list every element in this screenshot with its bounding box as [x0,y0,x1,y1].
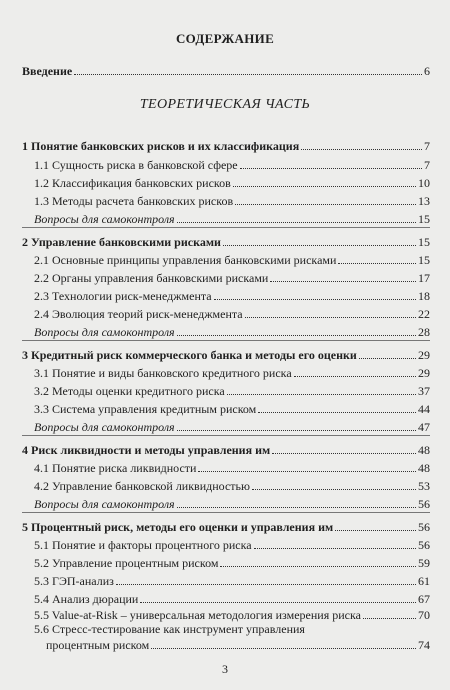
toc-entry[interactable] [34,364,430,380]
leader-dots [294,376,416,377]
toc-chapter[interactable] [22,441,430,457]
entry-title: 2.2 Органы управления банковскими рисками [34,271,269,285]
entry-page: 47 [418,420,430,434]
entry-page: 59 [418,556,430,570]
toc-entry[interactable] [34,156,430,172]
toc-entry-intro[interactable] [22,62,430,78]
entry-title: 3 Кредитный риск коммерческого банка и методы его оценки [22,348,357,362]
toc-entry[interactable] [34,382,430,398]
toc-entry[interactable] [34,590,430,606]
entry-title: 1.1 Сущность риска в банковской сфере [34,158,238,172]
leader-dots [233,186,416,187]
toc-entry-quiz[interactable] [34,210,430,226]
entry-title: 1.3 Методы расчета банковских рисков [34,194,234,208]
leader-dots [177,335,416,336]
entry-title: 3.1 Понятие и виды банковского кредитного риска [34,366,292,380]
entry-page: 56 [418,497,430,511]
toc-entry[interactable] [34,400,430,416]
entry-title: 2.3 Технологии риск-менеджмента [34,289,212,303]
leader-dots [116,584,416,585]
entry-page: 70 [418,608,430,622]
entry-title: процентным риском [46,638,150,652]
entry-title: 1.2 Классификация банковских рисков [34,176,231,190]
page-number: 3 [222,662,228,676]
entry-title: 5.2 Управление процентным риском [34,556,219,570]
entry-page: 67 [418,592,430,606]
toc-entry[interactable] [34,536,430,552]
leader-dots [270,281,416,282]
leader-dots [335,530,416,531]
leader-dots [177,222,416,223]
toc-heading: СОДЕРЖАНИЕ [175,31,275,46]
entry-page: 48 [418,461,430,475]
entry-page: 56 [418,520,430,534]
entry-title: 2 Управление банковскими рисками [22,235,221,249]
entry-page: 29 [418,348,430,362]
entry-page: 48 [418,443,430,457]
entry-page: 22 [418,307,430,321]
leader-dots [74,74,422,75]
toc-entry-quiz[interactable] [34,323,430,339]
entry-title: 2.4 Эволюция теорий риск-менеджмента [34,307,243,321]
leader-dots [338,263,416,264]
leader-dots [220,566,416,567]
toc-entry[interactable] [34,554,430,570]
toc-entry[interactable] [34,269,430,285]
entry-title: 5 Процентный риск, методы его оценки и управления им [22,520,334,534]
part-title: ТЕОРЕТИЧЕСКАЯ ЧАСТЬ [139,97,311,112]
leader-dots [301,149,422,150]
divider [22,435,430,436]
entry-title: 4.1 Понятие риска ликвидности [34,461,197,475]
toc-chapter[interactable] [22,233,430,249]
toc-entry[interactable] [34,251,430,267]
entry-page: 7 [424,158,430,172]
leader-dots [363,618,416,619]
entry-page: 17 [418,271,430,285]
entry-page: 56 [418,538,430,552]
toc-chapter[interactable] [22,137,430,153]
leader-dots [240,168,422,169]
entry-title: 3.3 Система управления кредитным риском [34,402,257,416]
entry-page: 13 [418,194,430,208]
entry-page: 15 [418,212,430,226]
entry-title: Введение [22,64,73,78]
toc-entry[interactable] [46,636,430,652]
leader-dots [214,299,416,300]
leader-dots [140,602,416,603]
toc-entry[interactable] [34,459,430,475]
leader-dots [151,648,416,649]
entry-title: 4.2 Управление банковской ликвидностью [34,479,250,493]
entry-page: 10 [418,176,430,190]
leader-dots [227,394,416,395]
entry-title: 4 Риск ликвидности и методы управления им [22,443,271,457]
entry-page: 29 [418,366,430,380]
leader-dots [245,317,416,318]
entry-page: 6 [424,64,430,78]
toc-entry-wrapped-first-line[interactable]: 5.6 Стресс-тестирование как инструмент управления [34,622,305,636]
divider [22,340,430,341]
entry-page: 7 [424,139,430,153]
entry-title: Вопросы для самоконтроля [34,420,175,434]
entry-title: Вопросы для самоконтроля [34,497,175,511]
entry-page: 61 [418,574,430,588]
toc-chapter[interactable] [22,346,430,362]
toc-entry[interactable] [34,572,430,588]
toc-entry-quiz[interactable] [34,418,430,434]
toc-entry[interactable] [34,174,430,190]
entry-page: 44 [418,402,430,416]
leader-dots [223,245,416,246]
leader-dots [198,471,416,472]
toc-entry[interactable] [34,606,430,622]
entry-page: 53 [418,479,430,493]
divider [22,227,430,228]
entry-title: 3.2 Методы оценки кредитного риска [34,384,225,398]
entry-title: 5.3 ГЭП-анализ [34,574,114,588]
toc-entry[interactable] [34,305,430,321]
entry-page: 15 [418,253,430,267]
toc-entry[interactable] [34,477,430,493]
entry-page: 37 [418,384,430,398]
leader-dots [177,430,416,431]
entry-page: 18 [418,289,430,303]
entry-title: Вопросы для самоконтроля [34,212,175,226]
leader-dots [235,204,416,205]
entry-title: 5.1 Понятие и факторы процентного риска [34,538,252,552]
entry-page: 74 [418,638,430,652]
entry-title: 5.4 Анализ дюрации [34,592,139,606]
entry-title: 5.5 Value-at-Risk – универсальная методология измерения риска [34,608,361,622]
leader-dots [359,358,416,359]
entry-title: Вопросы для самоконтроля [34,325,175,339]
entry-title: 1 Понятие банковских рисков и их классификация [22,139,300,153]
leader-dots [258,412,416,413]
leader-dots [177,507,416,508]
entry-page: 15 [418,235,430,249]
leader-dots [272,453,416,454]
leader-dots [254,548,416,549]
toc-entry[interactable] [34,287,430,303]
toc-entry[interactable] [34,192,430,208]
toc-entry-quiz[interactable] [34,495,430,511]
entry-page: 28 [418,325,430,339]
toc-chapter[interactable] [22,518,430,534]
leader-dots [252,489,416,490]
divider [22,512,430,513]
entry-title: 2.1 Основные принципы управления банковскими рисками [34,253,337,267]
